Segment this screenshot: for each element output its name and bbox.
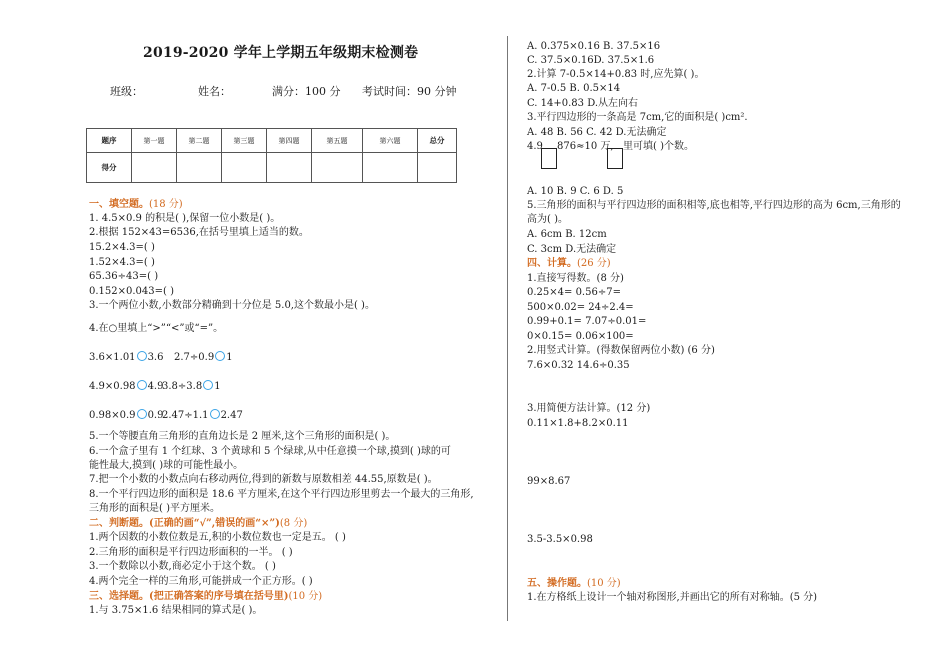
question-text: 5.三角形的面积与平行四边形的面积相等,底也相等,平行四边形的高为 6cm,三角形的 xyxy=(527,200,901,211)
compare-item: 2.47÷1.1 2.47 xyxy=(162,410,243,421)
full-score: 满分：100 分 xyxy=(272,85,341,98)
name-label: 姓名： xyxy=(198,85,231,98)
compare-item: 3.6×1.01 3.6 xyxy=(89,352,164,363)
compare-circle[interactable] xyxy=(215,351,225,361)
question-text: 0×0.15= 0.06×100= xyxy=(527,331,634,342)
section-points: (26 分) xyxy=(577,258,611,269)
score-table-header: 第三题 xyxy=(222,129,267,153)
score-cell[interactable] xyxy=(132,153,177,183)
section-1-heading xyxy=(89,198,183,211)
compare-circle[interactable] xyxy=(137,409,147,419)
question-text: 876≈10 万, xyxy=(557,141,614,152)
section-title: 二、判断题。(正确的画“√”,错误的画“×”) xyxy=(89,518,280,529)
score-table-header: 第二题 xyxy=(177,129,222,153)
question-text: 0.99+0.1= 7.07÷0.01= xyxy=(527,316,647,327)
score-table xyxy=(86,128,457,183)
question-text: 7.6×0.32 14.6÷0.35 xyxy=(527,360,630,371)
question-text: C. 3cm D.无法确定 xyxy=(527,244,617,255)
section-5-heading xyxy=(527,577,621,590)
question-text: 0.152×0.043=( ) xyxy=(89,286,174,297)
question-text: A. 6cm B. 12cm xyxy=(527,229,607,240)
score-cell[interactable] xyxy=(177,153,222,183)
question-text: C. 14+0.83 D.从左向右 xyxy=(527,98,639,109)
page-title: 2019-2020 学年上学期五年级期末检测卷 xyxy=(143,45,419,61)
question-text: 2.计算 7-0.5×14+0.83 时,应先算( )。 xyxy=(527,69,705,80)
section-points: (10 分) xyxy=(587,578,621,589)
question-text: 高为( )。 xyxy=(527,214,568,225)
question-text: 8.一个平行四边形的面积是 18.6 平方厘米,在这个平行四边形里剪去一个最大的三角形, xyxy=(89,489,474,500)
section-title: 四、计算。 xyxy=(527,258,577,269)
score-table-label: 得分 xyxy=(87,153,132,183)
class-label: 班级： xyxy=(110,85,143,98)
question-text: 4.9 xyxy=(527,141,543,152)
question-text: 三角形的面积是( )平方厘米。 xyxy=(89,503,220,514)
section-title: 五、操作题。 xyxy=(527,578,587,589)
question-text: 3.一个两位小数,小数部分精确到十分位是 5.0,这个数最小是( )。 xyxy=(89,300,375,311)
section-title: 三、选择题。(把正确答案的序号填在括号里) xyxy=(89,591,289,602)
question-text: 500×0.02= 24÷2.4= xyxy=(527,302,634,313)
question-text: 1.在方格纸上设计一个轴对称图形,并画出它的所有对称轴。(5 分) xyxy=(527,592,818,603)
score-table-header: 第一题 xyxy=(132,129,177,153)
exam-time: 考试时间：90 分钟 xyxy=(362,85,457,98)
section-points: (10 分) xyxy=(288,591,323,602)
question-text: 5.一个等腰直角三角形的直角边长是 2 厘米,这个三角形的面积是( )。 xyxy=(89,431,396,442)
question-text: 0.25×4= 0.56÷7= xyxy=(527,287,621,298)
question-text: 3.5-3.5×0.98 xyxy=(527,534,593,545)
score-cell[interactable] xyxy=(312,153,363,183)
question-text: 能性最大,摸到( )球的可能性最小。 xyxy=(89,460,244,471)
question-text: 65.36÷43=( ) xyxy=(89,271,159,282)
score-table-header: 第四题 xyxy=(267,129,312,153)
question-text: 99×8.67 xyxy=(527,476,571,487)
question-text: 2.三角形的面积是平行四边形面积的一半。 ( ) xyxy=(89,547,293,558)
compare-circle[interactable] xyxy=(137,351,147,361)
question-text: 0.11×1.8+8.2×0.11 xyxy=(527,418,629,429)
question-text: 7.把一个小数的小数点向右移动两位,得到的新数与原数相差 44.55,原数是( )。 xyxy=(89,474,438,485)
question-text: A. 10 B. 9 C. 6 D. 5 xyxy=(527,186,624,197)
score-cell[interactable] xyxy=(418,153,457,183)
question-text: A. 48 B. 56 C. 42 D.无法确定 xyxy=(527,127,667,138)
section-points: (18 分) xyxy=(149,199,183,210)
compare-item: 0.98×0.9 0.9 xyxy=(89,410,164,421)
compare-item: 3.8÷3.8 1 xyxy=(162,381,221,392)
question-text: 1.52×4.3=( ) xyxy=(89,257,155,268)
question-text: 3.平行四边形的一条高是 7cm,它的面积是( )cm². xyxy=(527,112,748,123)
compare-item: 4.9×0.98 4.9 xyxy=(89,381,164,392)
question-text: A. 0.375×0.16 B. 37.5×16 xyxy=(527,41,661,52)
score-table-header: 第五题 xyxy=(312,129,363,153)
section-points: (8 分) xyxy=(279,518,308,529)
question-text: 15.2×4.3=( ) xyxy=(89,242,155,253)
question-text: 6.一个盒子里有 1 个红球、3 个黄球和 5 个绿球,从中任意摸一个球,摸到( )球的可 xyxy=(89,446,451,457)
question-text: 里可填( )个数。 xyxy=(623,141,694,152)
question-text: 1.与 3.75×1.6 结果相同的算式是( )。 xyxy=(89,605,263,616)
question-text: 3.一个数除以小数,商必定小于这个数。 ( ) xyxy=(89,561,276,572)
section-4-heading xyxy=(527,257,611,270)
compare-circle[interactable] xyxy=(137,380,147,390)
question-text: 1.直接写得数。(8 分) xyxy=(527,273,624,284)
question-text: 2.用竖式计算。(得数保留两位小数) (6 分) xyxy=(527,345,715,356)
column-divider xyxy=(507,36,508,621)
section-3-heading xyxy=(89,590,322,603)
question-text: A. 7-0.5 B. 0.5×14 xyxy=(527,83,621,94)
question-text: 4.两个完全一样的三角形,可能拼成一个正方形。( ) xyxy=(89,576,313,587)
blank-box[interactable] xyxy=(541,148,557,169)
compare-item: 2.7÷0.9 1 xyxy=(174,352,233,363)
question-text: 1.两个因数的小数位数是五,积的小数位数也一定是五。 ( ) xyxy=(89,532,346,543)
question-text: 3.用简便方法计算。(12 分) xyxy=(527,403,651,414)
score-cell[interactable] xyxy=(222,153,267,183)
question-text: 2.根据 152×43=6536,在括号里填上适当的数。 xyxy=(89,227,309,238)
score-table-header: 总分 xyxy=(418,129,457,153)
score-table-header: 题序 xyxy=(87,129,132,153)
compare-circle[interactable] xyxy=(210,409,220,419)
question-text: 1. 4.5×0.9 的积是( ),保留一位小数是( )。 xyxy=(89,213,281,224)
score-cell[interactable] xyxy=(363,153,418,183)
blank-box[interactable] xyxy=(607,148,623,169)
score-cell[interactable] xyxy=(267,153,312,183)
section-2-heading xyxy=(89,517,307,530)
compare-circle[interactable] xyxy=(203,380,213,390)
question-text: 4.在○里填上“>”“<”或“=”。 xyxy=(89,323,224,334)
section-title: 一、填空题。 xyxy=(89,199,149,210)
score-table-header: 第六题 xyxy=(363,129,418,153)
question-text: C. 37.5×0.16D. 37.5×1.6 xyxy=(527,55,655,66)
